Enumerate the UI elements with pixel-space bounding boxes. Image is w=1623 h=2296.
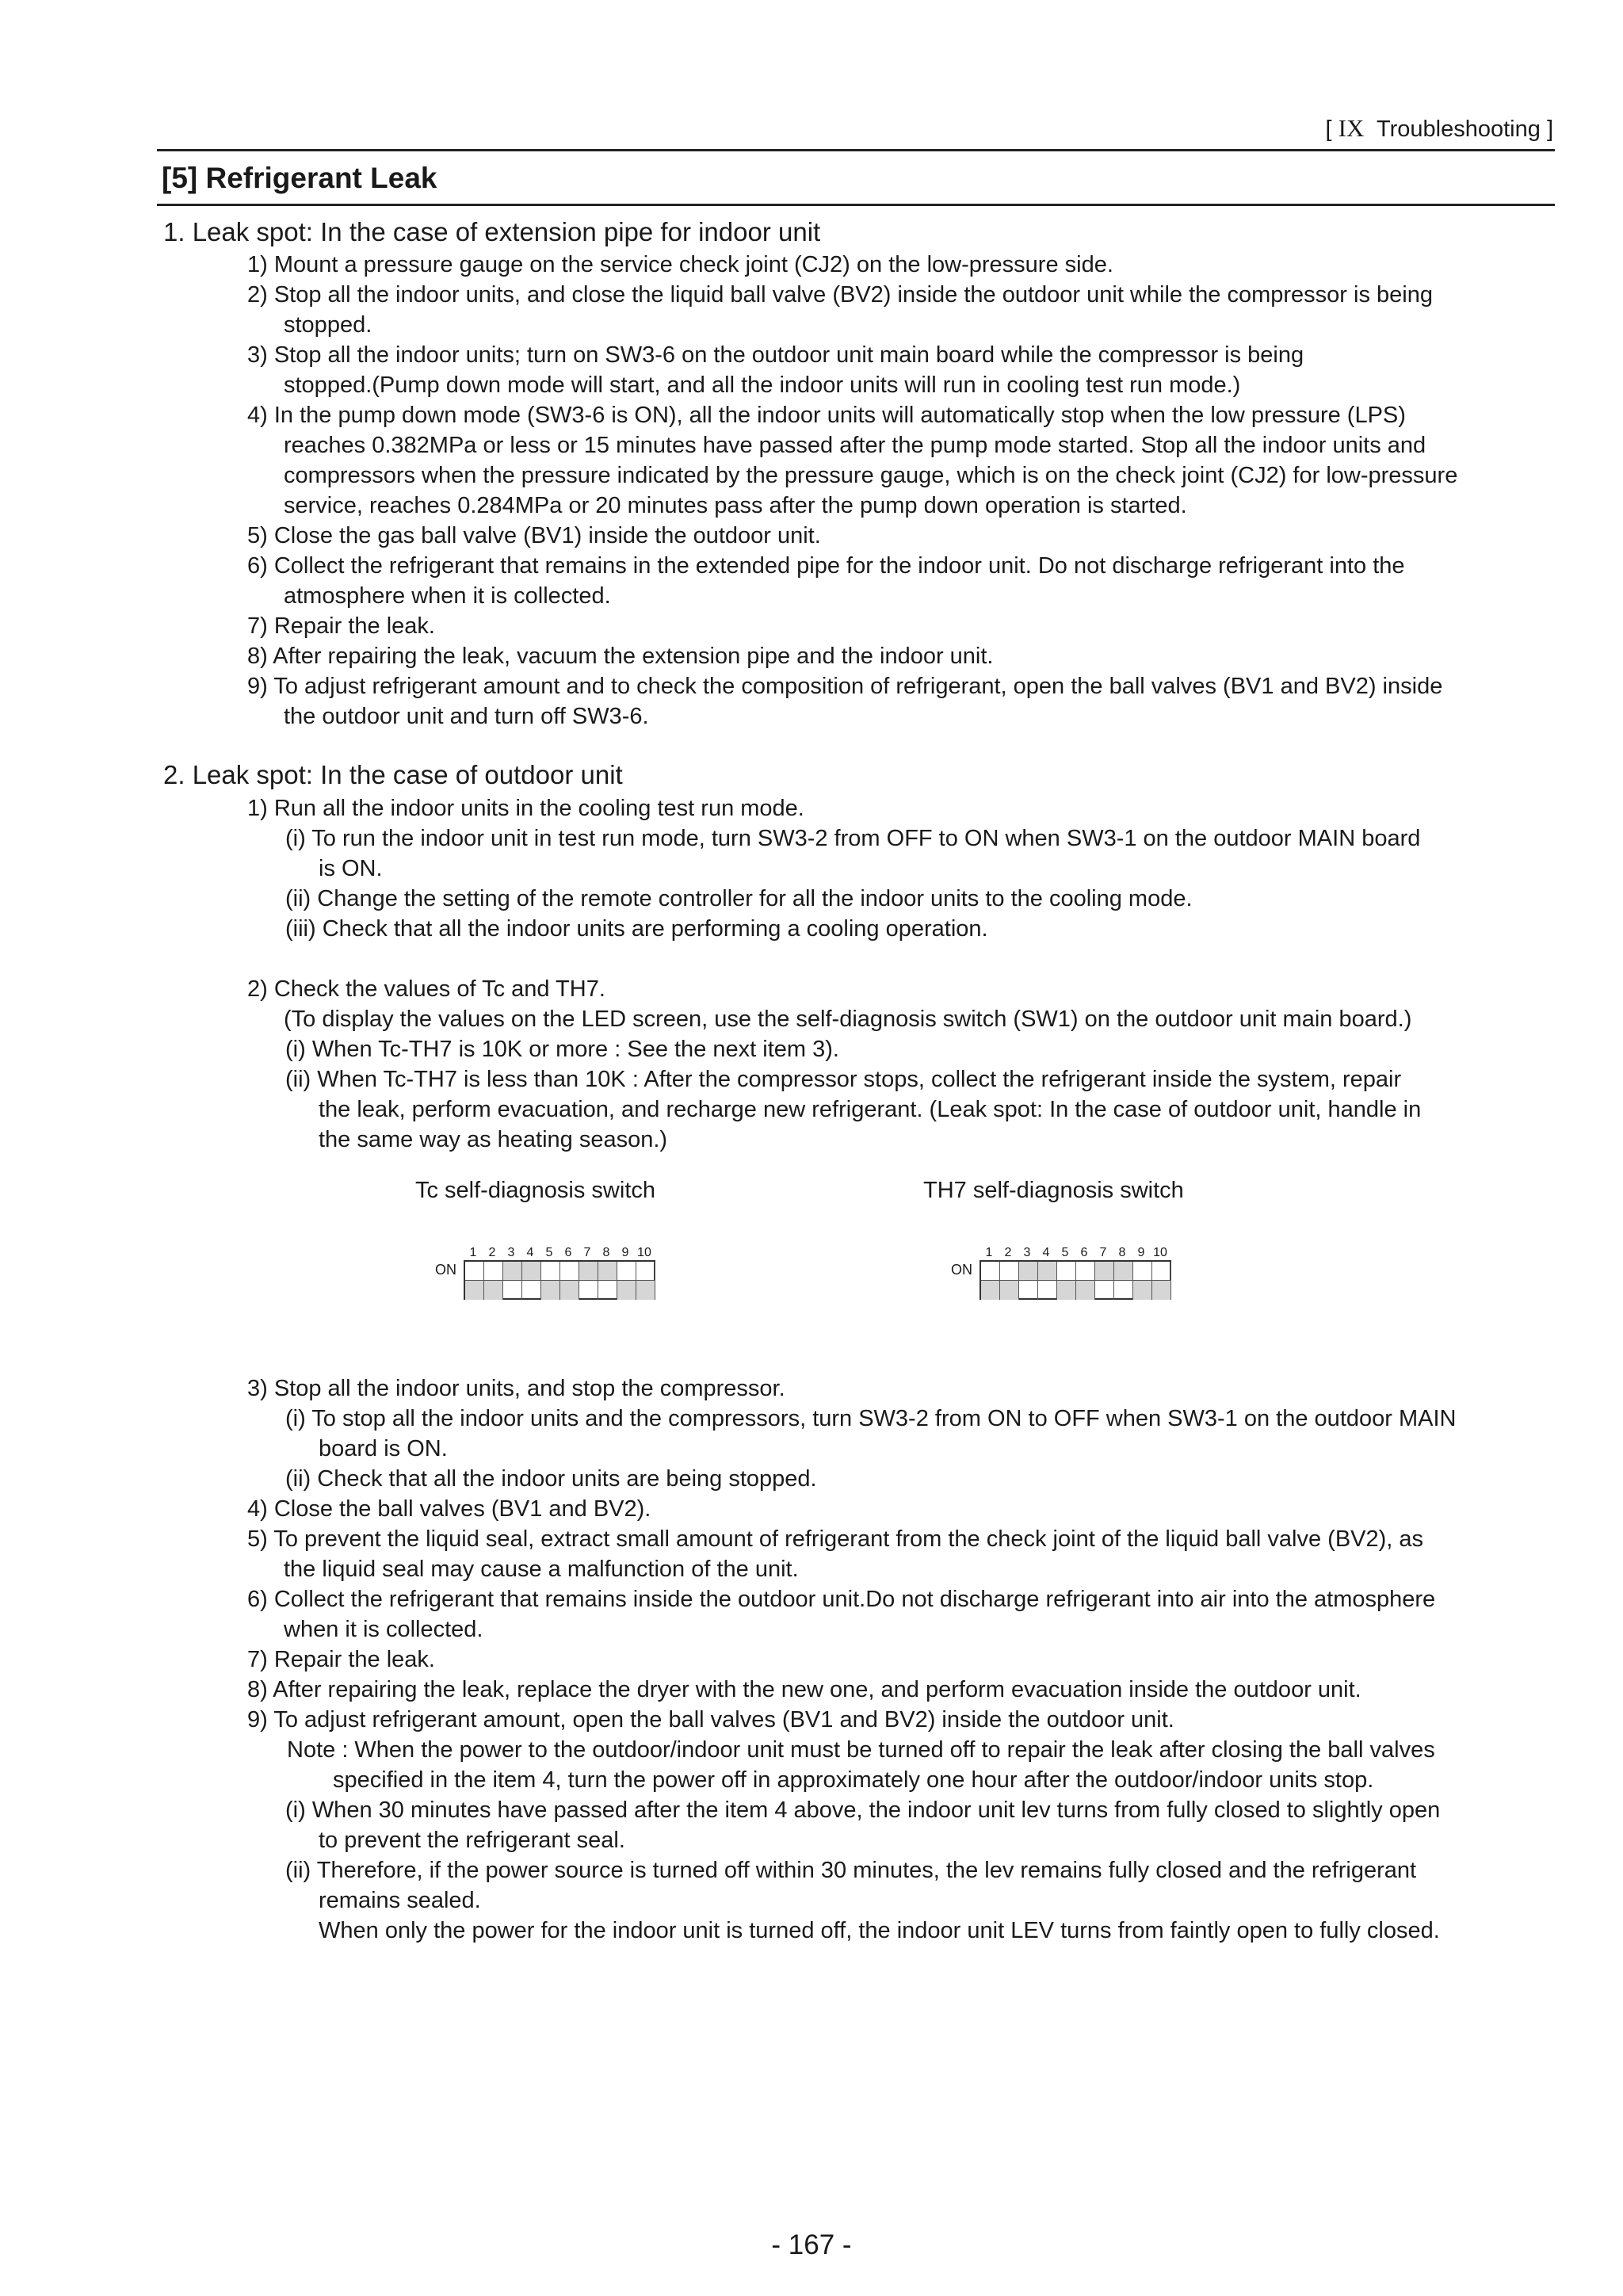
section-2-line: 8) After repairing the leak, replace the dryer with the new one, and perform evacuation inside the outdoor unit. — [247, 1677, 1361, 1702]
tc-switch-5-lower — [541, 1281, 560, 1300]
th7-switch-number: 1 — [985, 1246, 993, 1259]
section-2-line: 9) To adjust refrigerant amount, open the ball valves (BV1 and BV2) inside the outdoor unit. — [247, 1707, 1174, 1733]
th7-switch-3-lower — [1019, 1281, 1038, 1300]
tc-switch-3-upper — [503, 1262, 522, 1281]
section-2-line: the leak, perform evacuation, and recharge new refrigerant. (Leak spot: In the case of outdoor unit, handle in — [319, 1097, 1422, 1122]
section-2-line: 1) Run all the indoor units in the cooling test run mode. — [247, 796, 804, 821]
section-1-line: stopped. — [284, 312, 372, 338]
th7-switch-9-lower — [1133, 1281, 1152, 1300]
section-2-line: (ii) Therefore, if the power source is turned off within 30 minutes, the lev remains fully closed and the refrigerant — [285, 1858, 1417, 1883]
th7-switch-7-lower — [1095, 1281, 1114, 1300]
section-2-line: 6) Collect the refrigerant that remains inside the outdoor unit.Do not discharge refrigerant into air into the atmosphere — [247, 1587, 1436, 1612]
th7-switch-4-lower — [1038, 1281, 1057, 1300]
tc-switch-4-lower — [522, 1281, 541, 1300]
section-1-line: stopped.(Pump down mode will start, and all the indoor units will run in cooling test run mode.) — [284, 372, 1241, 398]
th7-switch-number: 4 — [1042, 1246, 1050, 1259]
tc-switch-5-upper — [541, 1262, 560, 1281]
section-2-line: (iii) Check that all the indoor units are performing a cooling operation. — [285, 916, 988, 942]
section-1-line: atmosphere when it is collected. — [284, 583, 611, 609]
tc-switch-number: 6 — [564, 1246, 572, 1259]
page-number: - 167 - — [771, 2229, 852, 2260]
th7-switch-2-lower — [1000, 1281, 1019, 1300]
th7-switch-8-lower — [1114, 1281, 1133, 1300]
section-1-line: 2) Stop all the indoor units, and close the liquid ball valve (BV2) inside the outdoor unit while the compressor is being — [247, 282, 1433, 308]
tc-switch-7-upper — [579, 1262, 598, 1281]
section-1-line: 3) Stop all the indoor units; turn on SW3-6 on the outdoor unit main board while the compressor is being — [247, 342, 1304, 368]
tc-switch-9-lower — [617, 1281, 636, 1300]
section-2-line: is ON. — [319, 856, 383, 881]
section-2-line: When only the power for the indoor unit is turned off, the indoor unit LEV turns from faintly open to fully closed. — [319, 1918, 1440, 1943]
tc-on-label: ON — [435, 1262, 456, 1278]
tc-switch-number: 5 — [545, 1246, 553, 1259]
tc-switch-number: 7 — [583, 1246, 591, 1259]
tc-switch-number: 1 — [469, 1246, 477, 1259]
section-2-line: 5) To prevent the liquid seal, extract small amount of refrigerant from the check joint of the liquid ball valve (BV2), as — [247, 1526, 1424, 1552]
th7-switch-number: 8 — [1118, 1246, 1126, 1259]
tc-switch-1-upper — [465, 1262, 484, 1281]
th7-switch-number: 2 — [1004, 1246, 1012, 1259]
tc-switch-10-lower — [636, 1281, 655, 1300]
section-1-line: service, reaches 0.284MPa or 20 minutes pass after the pump down operation is started. — [284, 493, 1187, 518]
section-1-line: 1) Mount a pressure gauge on the service check joint (CJ2) on the low-pressure side. — [247, 252, 1113, 277]
section-2-line: (ii) Change the setting of the remote controller for all the indoor units to the cooling mode. — [285, 886, 1193, 911]
section-2-line: (ii) When Tc-TH7 is less than 10K : After the compressor stops, collect the refrigerant inside the system, repair — [285, 1067, 1402, 1092]
th7-switch-2-upper — [1000, 1262, 1019, 1281]
section-2-line: remains sealed. — [319, 1888, 481, 1913]
tc-switch-grid — [464, 1260, 655, 1300]
section-2-line: (i) To run the indoor unit in test run mode, turn SW3-2 from OFF to ON when SW3-1 on the outdoor MAIN board — [285, 826, 1421, 851]
th7-switch-5-upper — [1057, 1262, 1076, 1281]
section-2-line: (i) When Tc-TH7 is 10K or more : See the next item 3). — [285, 1037, 839, 1062]
section-2-line: (ii) Check that all the indoor units are being stopped. — [285, 1466, 817, 1492]
section-2-line: the same way as heating season.) — [319, 1127, 668, 1152]
section-1-line: 9) To adjust refrigerant amount and to check the composition of refrigerant, open the ball valves (BV1 and BV2) inside — [247, 674, 1443, 699]
section-1-line: 7) Repair the leak. — [247, 613, 435, 639]
th7-switch-6-lower — [1076, 1281, 1095, 1300]
tc-switch-4-upper — [522, 1262, 541, 1281]
section-1-line: reaches 0.382MPa or less or 15 minutes have passed after the pump mode started. Stop all the indoor units and — [284, 433, 1426, 458]
th7-switch-number: 5 — [1061, 1246, 1069, 1259]
section-2-line: (To display the values on the LED screen, use the self-diagnosis switch (SW1) on the outdoor unit main board.) — [284, 1007, 1412, 1032]
th7-switch-5-lower — [1057, 1281, 1076, 1300]
section-2-line: 3) Stop all the indoor units, and stop the compressor. — [247, 1376, 785, 1401]
section-2-line: to prevent the refrigerant seal. — [319, 1828, 625, 1853]
header-close-bracket: ] — [1546, 117, 1553, 142]
section-1-line: 6) Collect the refrigerant that remains in the extended pipe for the indoor unit. Do not discharge refrigerant into the — [247, 553, 1405, 579]
header-chapter-title: Troubleshooting — [1376, 117, 1541, 142]
section-2-line: (i) To stop all the indoor units and the compressors, turn SW3-2 from ON to OFF when SW3-1 on the outdoor MAIN — [285, 1406, 1457, 1431]
page-title: [5] Refrigerant Leak — [162, 162, 437, 194]
th7-switch-10-upper — [1152, 1262, 1171, 1281]
section-1-line: 8) After repairing the leak, vacuum the extension pipe and the indoor unit. — [247, 644, 994, 669]
th7-switch-1-lower — [981, 1281, 1000, 1300]
title-rule — [157, 204, 1555, 206]
tc-switch-number: 10 — [637, 1246, 651, 1259]
section-2-line: board is ON. — [319, 1436, 448, 1461]
tc-switch-number: 2 — [488, 1246, 496, 1259]
th7-switch-6-upper — [1076, 1262, 1095, 1281]
tc-switch-caption: Tc self-diagnosis switch — [415, 1178, 655, 1203]
th7-switch-8-upper — [1114, 1262, 1133, 1281]
section-2-heading: 2. Leak spot: In the case of outdoor unit — [163, 760, 623, 789]
th7-switch-grid — [980, 1260, 1171, 1300]
tc-switch-3-lower — [503, 1281, 522, 1300]
header-rule — [157, 149, 1555, 151]
section-1-line: compressors when the pressure indicated by the pressure gauge, which is on the check joint (CJ2) for low-pressure — [284, 463, 1458, 488]
tc-switch-number: 8 — [602, 1246, 610, 1259]
tc-switch-number: 9 — [621, 1246, 629, 1259]
section-2-line: specified in the item 4, turn the power off in approximately one hour after the outdoor/indoor units stop. — [333, 1767, 1374, 1793]
th7-switch-number: 7 — [1099, 1246, 1107, 1259]
section-2-line: 4) Close the ball valves (BV1 and BV2). — [247, 1496, 651, 1522]
tc-switch-6-lower — [560, 1281, 579, 1300]
section-2-line: 7) Repair the leak. — [247, 1647, 435, 1672]
th7-switch-number: 6 — [1080, 1246, 1088, 1259]
section-1-line: 5) Close the gas ball valve (BV1) inside the outdoor unit. — [247, 523, 821, 548]
tc-switch-9-upper — [617, 1262, 636, 1281]
th7-switch-3-upper — [1019, 1262, 1038, 1281]
tc-switch-number: 3 — [507, 1246, 515, 1259]
section-1-line: the outdoor unit and turn off SW3-6. — [284, 704, 649, 729]
th7-switch-number: 9 — [1137, 1246, 1145, 1259]
th7-switch-10-lower — [1152, 1281, 1171, 1300]
th7-switch-9-upper — [1133, 1262, 1152, 1281]
section-1-heading: 1. Leak spot: In the case of extension pipe for indoor unit — [163, 217, 821, 246]
section-2-line: 2) Check the values of Tc and TH7. — [247, 976, 605, 1002]
th7-switch-1-upper — [981, 1262, 1000, 1281]
th7-switch-7-upper — [1095, 1262, 1114, 1281]
tc-switch-10-upper — [636, 1262, 655, 1281]
th7-switch-4-upper — [1038, 1262, 1057, 1281]
section-2-line: Note : When the power to the outdoor/indoor unit must be turned off to repair the leak after closing the ball valves — [287, 1737, 1435, 1763]
running-header — [1220, 114, 1553, 143]
tc-switch-1-lower — [465, 1281, 484, 1300]
th7-switch-number: 10 — [1153, 1246, 1167, 1259]
section-2-line: the liquid seal may cause a malfunction of the unit. — [284, 1557, 799, 1582]
tc-switch-8-upper — [598, 1262, 617, 1281]
th7-on-label: ON — [951, 1262, 972, 1278]
th7-switch-caption: TH7 self-diagnosis switch — [923, 1178, 1184, 1203]
tc-switch-2-upper — [484, 1262, 503, 1281]
th7-switch-number: 3 — [1023, 1246, 1031, 1259]
tc-switch-6-upper — [560, 1262, 579, 1281]
tc-switch-number: 4 — [526, 1246, 534, 1259]
section-2-line: when it is collected. — [284, 1617, 483, 1642]
section-1-line: 4) In the pump down mode (SW3-6 is ON), all the indoor units will automatically stop when the low pressure (LPS) — [247, 403, 1406, 428]
header-open-bracket: [ — [1325, 117, 1332, 142]
header-chapter-numeral: IX — [1338, 114, 1365, 142]
section-2-line: (i) When 30 minutes have passed after the item 4 above, the indoor unit lev turns from fully closed to slightly open — [285, 1797, 1441, 1823]
tc-switch-7-lower — [579, 1281, 598, 1300]
tc-switch-8-lower — [598, 1281, 617, 1300]
tc-switch-2-lower — [484, 1281, 503, 1300]
